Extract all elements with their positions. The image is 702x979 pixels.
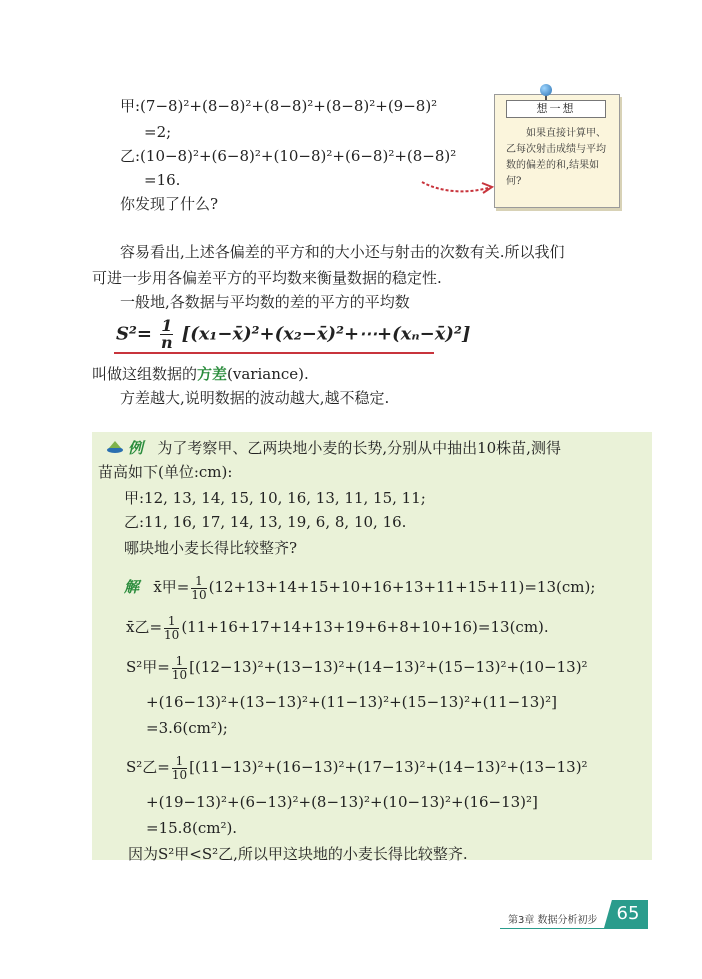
paragraph-3 (92, 364, 309, 384)
example-question: 哪块地小麦长得比较整齐? (124, 539, 298, 557)
mean-jia-lhs: x̄甲= (153, 578, 190, 596)
page-number: 65 (616, 903, 640, 924)
jia-sum-result: =2; (144, 123, 172, 141)
red-arrow-icon (420, 176, 496, 198)
var-yi-line-1 (126, 752, 588, 782)
var-jia-frac-num: 1 (172, 655, 187, 669)
var-yi-frac-den: 10 (171, 767, 188, 782)
mean-yi-line (126, 612, 549, 642)
mean-jia-line (124, 572, 595, 602)
var-yi-terms-1: [(11−13)²+(16−13)²+(17−13)²+(14−13)²+(13−13)² (189, 758, 588, 776)
think-box-text: 如果直接计算甲、乙每次射击成绩与平均数的偏差的和,结果如何? (506, 128, 606, 187)
solution-label: 解 (124, 578, 140, 596)
var-yi-result: =15.8(cm²). (146, 819, 238, 837)
mean-yi-fraction (164, 615, 179, 642)
mean-jia-frac-den: 10 (191, 587, 207, 602)
var-jia-lhs: S²甲= (126, 658, 170, 676)
formula-underline (114, 352, 434, 354)
paragraph-4: 方差越大,说明数据的波动越大,越不稳定. (120, 389, 390, 407)
yi-sum-line: 乙:(10−8)²+(6−8)²+(10−8)²+(6−8)²+(8−8)² (120, 147, 457, 165)
mean-jia-frac-num: 1 (191, 575, 206, 589)
variance-formula (116, 318, 470, 351)
yi-sum-result: =16. (144, 171, 181, 189)
mean-yi-lhs: x̄乙= (126, 618, 163, 636)
example-icon (106, 438, 124, 454)
example-line-1 (128, 438, 561, 458)
paragraph-1-line-1: 容易看出,上述各偏差的平方和的大小还与射击的次数有关.所以我们 (120, 243, 565, 261)
mean-jia-rhs: (12+13+14+15+10+16+13+11+15+11)=13(cm); (208, 578, 596, 596)
footer-rule (500, 928, 648, 929)
formula-fraction-den: n (161, 333, 173, 352)
var-yi-frac-num: 1 (172, 755, 187, 769)
formula-fraction-num: 1 (161, 316, 173, 335)
jia-data: 甲:12, 13, 14, 15, 10, 16, 13, 11, 15, 11; (124, 489, 426, 507)
example-text-1: 为了考察甲、乙两块地小麦的长势,分别从中抽出10株苗,测得 (157, 439, 561, 457)
var-yi-fraction (172, 755, 187, 782)
conclusion: 因为S²甲<S²乙,所以甲这块地的小麦长得比较整齐. (128, 845, 468, 863)
var-yi-line-2: +(19−13)²+(6−13)²+(8−13)²+(10−13)²+(16−13)²] (146, 793, 538, 811)
paragraph-3-post: (variance). (227, 365, 309, 383)
yi-data: 乙:11, 16, 17, 14, 13, 19, 6, 8, 10, 16. (124, 513, 407, 531)
jia-sum-line: 甲:(7−8)²+(8−8)²+(8−8)²+(8−8)²+(9−8)² (120, 97, 438, 115)
example-label: 例 (128, 439, 144, 457)
paragraph-1-line-2: 可进一步用各偏差平方的平均数来衡量数据的稳定性. (92, 269, 442, 287)
var-jia-result: =3.6(cm²); (146, 719, 228, 737)
example-line-2: 苗高如下(单位:cm): (98, 463, 233, 481)
var-jia-terms-1: [(12−13)²+(13−13)²+(14−13)²+(15−13)²+(10−13)² (189, 658, 588, 676)
mean-yi-frac-num: 1 (164, 615, 179, 629)
paragraph-2: 一般地,各数据与平均数的差的平方的平均数 (120, 293, 410, 311)
mean-yi-rhs: (11+16+17+14+13+19+6+8+10+16)=13(cm). (181, 618, 549, 636)
formula-fraction (160, 318, 173, 351)
pushpin-icon (540, 84, 552, 96)
var-jia-line-1 (126, 652, 588, 682)
formula-lhs: S²= (116, 323, 152, 345)
think-box-title: 想一想 (506, 100, 606, 118)
var-yi-lhs: S²乙= (126, 758, 170, 776)
question-text: 你发现了什么? (120, 195, 219, 213)
paragraph-3-pre: 叫做这组数据的 (92, 365, 198, 383)
mean-jia-fraction (191, 575, 206, 602)
formula-rhs: [(x₁−x̄)²+(x₂−x̄)²+⋯+(xₙ−x̄)²] (181, 323, 471, 345)
var-jia-fraction (172, 655, 187, 682)
variance-term: 方差 (197, 365, 228, 383)
var-jia-frac-den: 10 (171, 667, 188, 682)
mean-yi-frac-den: 10 (164, 627, 180, 642)
var-jia-line-2: +(16−13)²+(13−13)²+(11−13)²+(15−13)²+(11−13)²] (146, 693, 557, 711)
chapter-footer: 第3章 数据分析初步 (508, 915, 598, 926)
